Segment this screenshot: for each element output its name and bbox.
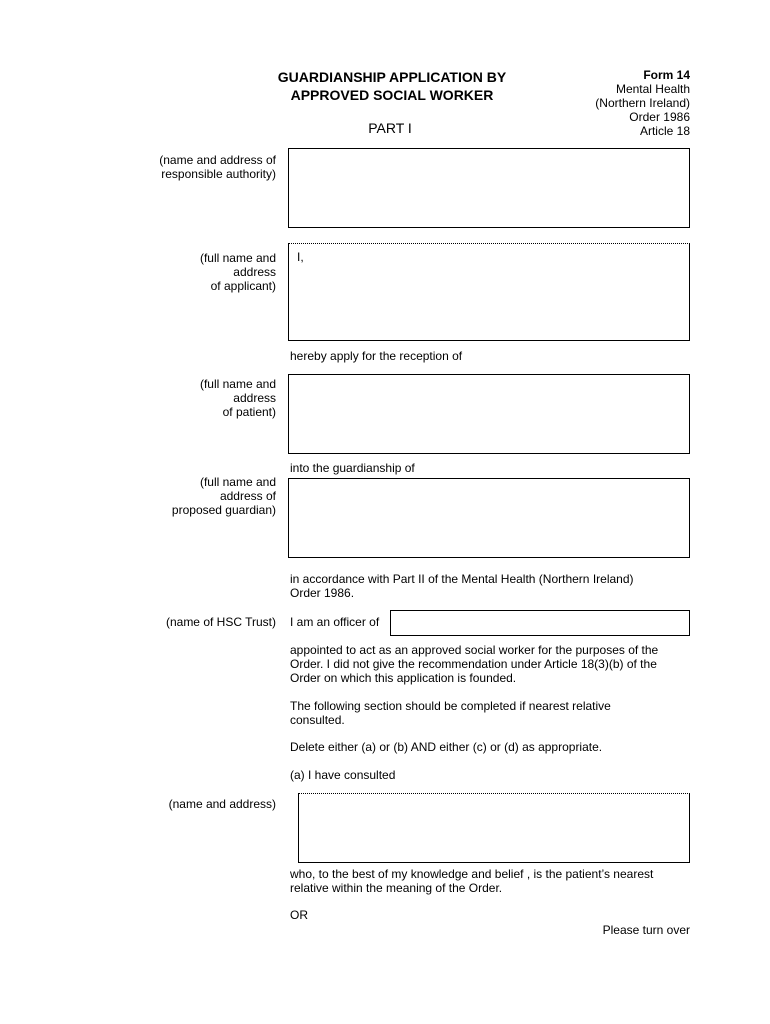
accordance-line-1: in accordance with Part II of the Mental Health (Northern Ireland): [290, 572, 634, 586]
who-line-2: relative within the meaning of the Order.: [290, 881, 503, 895]
form-ref-line-1: Mental Health: [615, 82, 690, 96]
patient-label: [100, 377, 276, 419]
form-title-line-1: GUARDIANSHIP APPLICATION BY: [277, 69, 507, 85]
or-text: OR: [290, 908, 308, 922]
appointed-line-1: appointed to act as an approved social worker for the purposes of the: [290, 643, 659, 657]
form-reference: [540, 68, 690, 138]
form-title: [232, 68, 552, 104]
applicant-label-line-1: (full name and: [199, 251, 276, 265]
form-ref-line-3: Order 1986: [629, 110, 690, 124]
guardian-label: [100, 475, 276, 517]
part-heading: PART I: [368, 120, 412, 136]
form-number: Form 14: [643, 68, 690, 82]
option-a-text: (a) I have consulted: [290, 768, 396, 782]
relative-label: (name and address): [168, 797, 276, 811]
patient-label-line-1: (full name and: [199, 377, 276, 391]
officer-text: I am an officer of: [290, 615, 380, 629]
authority-label: [100, 153, 276, 181]
following-section-text: [290, 699, 690, 727]
accordance-line-2: Order 1986.: [290, 586, 355, 600]
delete-instruction: Delete either (a) or (b) AND either (c) or (d) as appropriate.: [290, 740, 603, 754]
reception-text: hereby apply for the reception of: [290, 349, 463, 363]
form-ref-line-2: (Northern Ireland): [595, 96, 690, 110]
following-line-1: The following section should be completed if nearest relative: [290, 699, 611, 713]
patient-field[interactable]: [288, 374, 690, 454]
applicant-label-line-3: of applicant): [210, 279, 276, 293]
accordance-text: [290, 572, 690, 600]
who-text: [290, 867, 690, 895]
guardian-label-line-1: (full name and: [199, 475, 276, 489]
guardian-label-line-3: proposed guardian): [171, 503, 276, 517]
appointed-line-2: Order. I did not give the recommendation under Article 18(3)(b) of the: [290, 657, 657, 671]
guardian-field[interactable]: [288, 478, 690, 558]
form-title-line-2: APPROVED SOCIAL WORKER: [290, 87, 494, 103]
appointed-text: [290, 643, 690, 685]
appointed-line-3: Order on which this application is founded.: [290, 671, 517, 685]
patient-label-line-3: of patient): [222, 405, 276, 419]
guardianship-text: into the guardianship of: [290, 461, 415, 475]
authority-field[interactable]: [288, 148, 690, 228]
authority-label-line-1: (name and address of: [159, 153, 276, 167]
trust-label: (name of HSC Trust): [165, 615, 276, 629]
authority-label-line-2: responsible authority): [161, 167, 276, 181]
applicant-field[interactable]: [288, 243, 690, 341]
guardian-label-line-2: address of: [219, 489, 276, 503]
turn-over-text: Please turn over: [602, 923, 690, 937]
patient-label-line-2: address: [233, 391, 276, 405]
applicant-label-line-2: address: [233, 265, 276, 279]
form-ref-line-4: Article 18: [639, 124, 690, 138]
relative-field[interactable]: [298, 793, 690, 863]
applicant-prefix: I,: [297, 250, 304, 264]
who-line-1: who, to the best of my knowledge and belief , is the patient’s nearest: [290, 867, 654, 881]
trust-field[interactable]: [390, 610, 690, 636]
applicant-label: [100, 251, 276, 293]
following-line-2: consulted.: [290, 713, 345, 727]
